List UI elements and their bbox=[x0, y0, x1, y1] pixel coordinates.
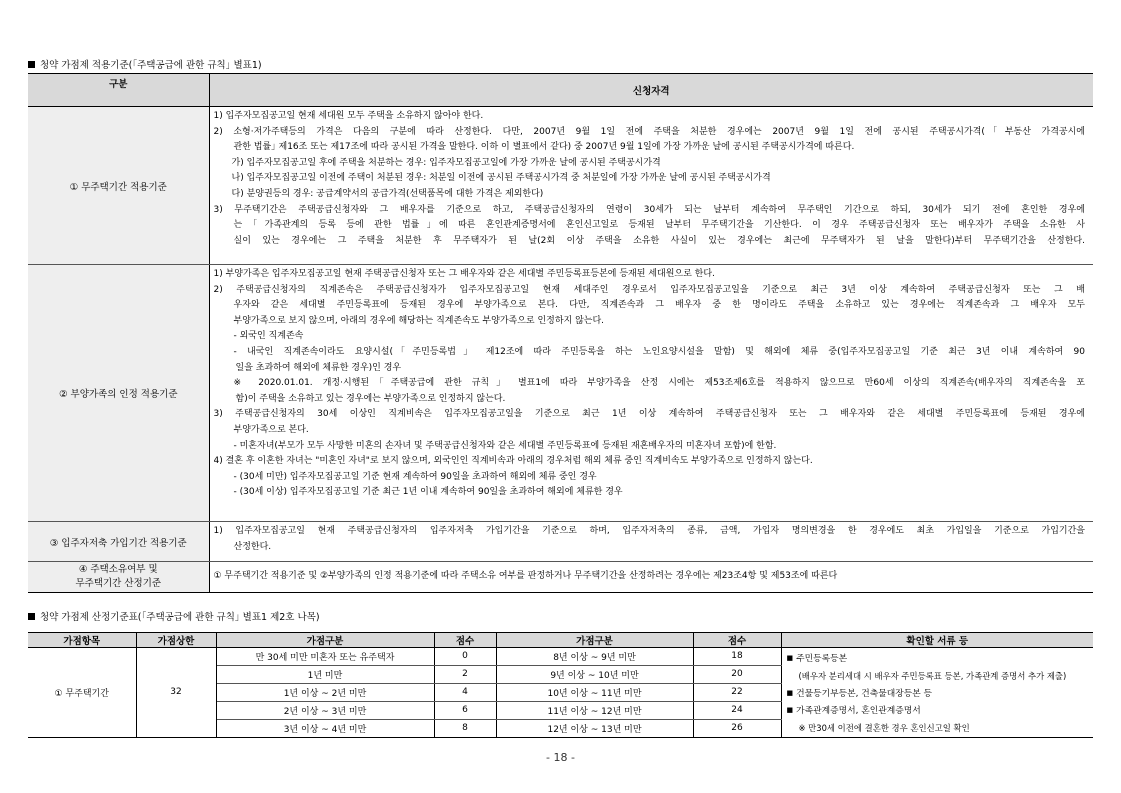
content-line: 산정한다. bbox=[233, 541, 272, 552]
points-cell: 20 bbox=[693, 665, 781, 683]
content-line: 부양가족으로 본다. bbox=[233, 424, 309, 435]
category-cell: 11년 이상 ~ 12년 미만 bbox=[496, 701, 693, 719]
score-max-cell: 32 bbox=[136, 648, 216, 738]
row-content bbox=[209, 107, 1093, 265]
category-cell: 1년 이상 ~ 2년 미만 bbox=[216, 683, 434, 701]
section-title-1 bbox=[28, 57, 262, 71]
content-line: 1) 부양가족은 입주자모집공고일 현재 주택공급신청자 또는 그 배우자와 같은 세대별 주민등록표등본에 등재된 세대원으로 한다. bbox=[213, 269, 715, 279]
table-header-row bbox=[28, 74, 1093, 107]
table-row bbox=[28, 648, 1093, 666]
content-line: - 미혼자녀(부모가 모두 사망한 미혼의 손자녀 및 주택공급신청자와 같은 세대별 주민등록표에 등재된 재혼배우자의 미혼자녀 포함)에 한함. bbox=[233, 440, 777, 451]
content-line: 1) 입주자모집공고일 현재 세대원 모두 주택을 소유하지 않아야 한다. bbox=[213, 111, 484, 121]
points-cell: 18 bbox=[693, 648, 781, 666]
row-content bbox=[209, 265, 1093, 522]
table-row bbox=[28, 107, 1093, 265]
row-content bbox=[209, 562, 1093, 593]
category-cell: 8년 이상 ~ 9년 미만 bbox=[496, 648, 693, 666]
header-points: 점수 bbox=[693, 633, 781, 648]
row-content bbox=[209, 522, 1093, 562]
content-line: 는 ｢가족관계의 등록 등에 관한 법률｣에 따른 혼인관계증명서에 혼인신고일로 등재된 날부터 무주택기간을 기산한다. 이 경우 주택공급신청자 또는 배우자가 주택을 소유한 사 bbox=[233, 220, 1085, 231]
documents-cell bbox=[781, 648, 1093, 738]
table-row bbox=[28, 265, 1093, 522]
section-title-text: 청약 가점제 적용기준(｢주택공급에 관한 규칙｣ 별표1) bbox=[40, 60, 262, 71]
square-bullet-icon bbox=[28, 61, 35, 68]
document-item: ■ 건물등기부등본, 건축물대장등본 등 bbox=[787, 685, 1094, 703]
row-label: ③ 입주자저축 가입기간 적용기준 bbox=[28, 522, 209, 562]
category-cell: 3년 이상 ~ 4년 미만 bbox=[216, 719, 434, 737]
row-label-line: ④ 주택소유여부 및 bbox=[78, 564, 158, 575]
content-line: - (30세 미만) 입주자모집공고일 기준 현재 계속하여 90일을 초과하여 해외에 체류 중인 경우 bbox=[233, 471, 597, 482]
header-category: 구분 bbox=[28, 74, 209, 107]
points-cell: 0 bbox=[434, 648, 496, 666]
document-note: (배우자 분리세대 시 배우자 주민등록표 등본, 가족관계 증명서 추가 제출) bbox=[798, 670, 1067, 681]
score-criteria-table bbox=[28, 632, 1093, 738]
content-line: 일을 초과하여 해외에 체류한 경우)인 경우 bbox=[235, 362, 402, 373]
header-qualification: 신청자격 bbox=[209, 74, 1093, 107]
row-label-line: 무주택기간 산정기준 bbox=[75, 578, 162, 589]
square-bullet-icon bbox=[28, 613, 35, 620]
content-line: 2) 소형·저가주택등의 가격은 다음의 구분에 따라 산정한다. 다만, 2007년 9월 1일 전에 주택을 처분한 경우에는 2007년 9월 1일 전에 공시된 주택공시가격(｢부동산 가격공시에 bbox=[213, 126, 1085, 137]
content-line: - 외국인 직계존속 bbox=[233, 331, 304, 342]
points-cell: 24 bbox=[693, 701, 781, 719]
points-cell: 4 bbox=[434, 683, 496, 701]
document-item: ■ 가족관계증명서, 혼인관계증명서 bbox=[787, 702, 1094, 720]
table-header-row bbox=[28, 633, 1093, 648]
category-cell: 만 30세 미만 미혼자 또는 유주택자 bbox=[216, 648, 434, 666]
content-line: 2) 주택공급신청자의 직계존속은 주택공급신청자가 입주자모집공고일 현재 세대주인 경우로서 입주자모집공고일을 기준으로 최근 3년 이상 계속하여 주택공급신청자 또는 그 배 bbox=[213, 284, 1085, 295]
content-line: 관한 법률｣ 제16조 또는 제17조에 따라 공시된 가격을 말한다. 이하 이 별표에서 같다) 중 2007년 9월 1일에 가장 가까운 날에 공시된 주택공시가격에 따른다. bbox=[233, 142, 855, 153]
content-line: 1) 입주자모집공고일 현재 주택공급신청자의 입주자저축 가입기간을 기준으로 하며, 입주자저축의 종류, 금액, 가입자 명의변경을 한 경우에도 최초 가입일을 기준으로 가입기간을 bbox=[213, 526, 1085, 536]
points-cell: 22 bbox=[693, 683, 781, 701]
content-line: 부양가족으로 보지 않으며, 아래의 경우에 해당하는 직계존속도 부양가족으로 인정하지 않는다. bbox=[233, 315, 605, 326]
content-line: 함)이 주택을 소유하고 있는 경우에는 부양가족으로 인정하지 않는다. bbox=[235, 393, 506, 404]
content-line: - (30세 이상) 입주자모집공고일 기준 최근 1년 이내 계속하여 90일을 초과하여 해외에 체류한 경우 bbox=[233, 487, 623, 498]
section-title-text: 청약 가점제 산정기준표(｢주택공급에 관한 규칙｣ 별표1 제2호 나목) bbox=[40, 612, 320, 623]
section-title-2 bbox=[28, 609, 320, 623]
header-score-max: 가점상한 bbox=[136, 633, 216, 648]
table-row bbox=[28, 562, 1093, 593]
document-item: ■ 주민등록등본 bbox=[787, 650, 1094, 668]
row-label bbox=[28, 562, 209, 593]
content-line: - 내국인 직계존속이라도 요양시설(｢주민등록법｣ 제12조에 따라 주민등록을 하는 노인요양시설을 말함) 및 해외에 체류 중(입주자모집공고일 기준 최근 3년 이내 계속하여 90 bbox=[233, 346, 1085, 357]
score-item-cell: ① 무주택기간 bbox=[28, 648, 136, 738]
points-cell: 8 bbox=[434, 719, 496, 737]
content-line: 실이 있는 경우에는 그 주택을 처분한 후 무주택자가 된 날(2회 이상 주택을 소유한 사실이 있는 경우에는 최근에 무주택자가 된 날을 말한다)부터 무주택기간을 산정한다. bbox=[233, 235, 1085, 246]
row-label: ② 부양가족의 인정 적용기준 bbox=[28, 265, 209, 522]
category-cell: 2년 이상 ~ 3년 미만 bbox=[216, 701, 434, 719]
header-score-category: 가점구분 bbox=[216, 633, 434, 648]
category-cell: 12년 이상 ~ 13년 미만 bbox=[496, 719, 693, 737]
category-cell: 10년 이상 ~ 11년 미만 bbox=[496, 683, 693, 701]
header-points: 점수 bbox=[434, 633, 496, 648]
content-line: 나) 입주자모집공고일 이전에 주택이 처분된 경우: 처분일 이전에 공시된 주택공시가격 중 처분일에 가장 가까운 날에 공시된 주택공시가격 bbox=[231, 173, 771, 184]
header-documents: 확인할 서류 등 bbox=[781, 633, 1093, 648]
row-label: ① 무주택기간 적용기준 bbox=[28, 107, 209, 265]
category-cell: 1년 미만 bbox=[216, 665, 434, 683]
points-cell: 26 bbox=[693, 719, 781, 737]
header-score-item: 가점항목 bbox=[28, 633, 136, 648]
table-row bbox=[28, 522, 1093, 562]
page-number: - 18 - bbox=[546, 751, 575, 764]
document-note: ※ 만30세 이전에 결혼한 경우 혼인신고일 확인 bbox=[798, 723, 970, 734]
points-cell: 6 bbox=[434, 701, 496, 719]
content-line: 가) 입주자모집공고일 후에 주택을 처분하는 경우: 입주자모집공고일에 가장 가까운 날에 공시된 주택공시가격 bbox=[231, 157, 661, 168]
points-cell: 2 bbox=[434, 665, 496, 683]
header-score-category: 가점구분 bbox=[496, 633, 693, 648]
content-line: 3) 무주택기간은 주택공급신청자와 그 배우자를 기준으로 하고, 주택공급신청자의 연령이 30세가 되는 날부터 계속하여 무주택인 기간으로 하되, 30세가 되기 전에 혼인한 경우에 bbox=[213, 204, 1085, 215]
content-line: ※ 2020.01.01. 개정·시행된 ｢주택공급에 관한 규칙｣ 별표1에 따라 부양가족을 산정 시에는 제53조제6호를 적용하지 않으므로 만60세 이상의 직계존속(배우자의 직계존속을 포 bbox=[233, 378, 1085, 389]
category-cell: 9년 이상 ~ 10년 미만 bbox=[496, 665, 693, 683]
content-line: ① 무주택기간 적용기준 및 ②부양가족의 인정 적용기준에 따라 주택소유 여부를 판정하거나 무주택기간을 산정하려는 경우에는 제23조4항 및 제53조에 따른다 bbox=[213, 571, 838, 582]
content-line: 우자와 같은 세대별 주민등록표에 등재된 경우에 부양가족으로 본다. 다만, 직계존속과 그 배우자 중 한 명이라도 주택을 소유하고 있는 경우에는 직계존속과 그 배우자 모두 bbox=[233, 300, 1085, 311]
content-line: 다) 분양권등의 경우: 공급계약서의 공급가격(선택품목에 대한 가격은 제외한다) bbox=[231, 188, 544, 199]
content-line: 3) 주택공급신청자의 30세 이상인 직계비속은 입주자모집공고일을 기준으로 최근 1년 이상 계속하여 주택공급신청자 또는 그 배우자와 같은 세대별 주민등록표에 등재된 경우에 bbox=[213, 409, 1085, 420]
applicant-criteria-table bbox=[28, 73, 1093, 593]
content-line: 4) 결혼 후 이혼한 자녀는 "미혼인 자녀"로 보지 않으며, 외국인인 직계비속과 아래의 경우처럼 해외 체류 중인 직계비속도 부양가족으로 인정하지 않는다. bbox=[213, 456, 813, 467]
